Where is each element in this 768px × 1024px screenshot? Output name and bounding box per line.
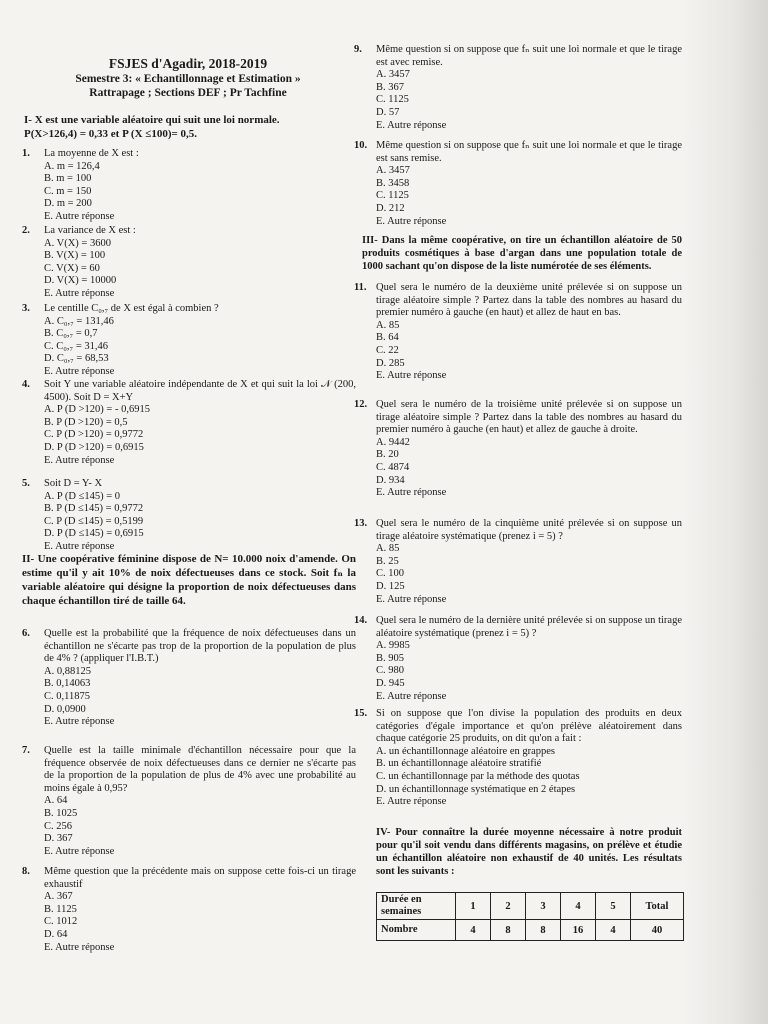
option: B. P (D >120) = 0,5 (44, 416, 128, 428)
question-4 (22, 379, 356, 467)
question-stem: Quel sera le numéro de la dernière unité prélevée si on suppose un tirage aléatoire systématique (prenez i = 5) ? (376, 615, 682, 639)
exam-header (38, 56, 338, 100)
option: C. C₀,₇ = 31,46 (44, 340, 108, 352)
question-number: 5. (22, 478, 30, 489)
table-row (377, 893, 684, 920)
option: B. 1025 (44, 807, 78, 819)
question-8 (22, 866, 356, 954)
question-12 (354, 399, 682, 500)
option: E. Autre réponse (376, 370, 447, 382)
question-7 (22, 745, 356, 858)
option: A. 9442 (376, 436, 410, 448)
question-stem: Quel sera le numéro de la troisième unité prélevée si on suppose un tirage aléatoire simple ? Partez dans la table des nombres au hasard du premier numéro à gauche (en haut) et allez de gauche à droite. (376, 399, 682, 436)
question-number: 2. (22, 225, 30, 236)
option: C. 22 (376, 344, 399, 356)
option: B. 0,14063 (44, 678, 91, 690)
table-cell-total-value: 40 (631, 920, 684, 941)
option: C. m = 150 (44, 185, 92, 197)
question-number: 1. (22, 148, 30, 159)
table-row-header: Durée en semaines (377, 893, 456, 920)
section-3-statement: III- Dans la même coopérative, on tire un échantillon aléatoire de 50 produits cosmétiques à base d'argan dans une population totale de 1000 sachant qu'on dispose de la liste numérotée de ses éléments. (362, 235, 682, 272)
question-number: 15. (354, 708, 368, 719)
question-1 (22, 148, 356, 224)
exam-session: Rattrapage ; Sections DEF ; Pr Tachfine (89, 87, 287, 99)
option: A. 367 (44, 891, 73, 903)
option: D. 125 (376, 580, 405, 592)
question-6 (22, 628, 356, 729)
question-stem: Quelle est la taille minimale d'échantillon nécessaire pour que la fréquence observée de noix défectueuses dans ce dernier ne s'écarte pas de la proportion de la population de plus de 4% avec une probabilité au moins égale à 0,95? (44, 745, 356, 794)
option: C. P (D ≤145) = 0,5199 (44, 515, 144, 527)
option: A. V(X) = 3600 (44, 237, 111, 249)
table-cell: 8 (526, 920, 561, 941)
section-1-line-2: P(X>126,4) = 0,33 et P (X ≤100)= 0,5. (24, 128, 198, 140)
option: A. 3457 (376, 69, 410, 81)
table-cell: 2 (491, 893, 526, 920)
table-cell: 4 (561, 893, 596, 920)
option: A. 0,88125 (44, 665, 91, 677)
question-stem: Le centille C₀,₇ de X est égal à combien ? (44, 303, 219, 314)
option: E. Autre réponse (376, 690, 447, 702)
option: B. 1125 (44, 903, 77, 915)
exam-title: FSJES d'Agadir, 2018-2019 (108, 56, 268, 71)
option: C. 100 (376, 568, 405, 580)
table-cell: 4 (456, 920, 491, 941)
option: E. Autre réponse (376, 119, 447, 131)
option: E. Autre réponse (376, 796, 447, 808)
table-cell: 8 (491, 920, 526, 941)
option: B. 905 (376, 652, 405, 664)
option: A. P (D ≤145) = 0 (44, 490, 121, 502)
question-number: 3. (22, 303, 30, 314)
question-5 (22, 478, 356, 554)
option: D. V(X) = 10000 (44, 275, 117, 287)
table-cell: 3 (526, 893, 561, 920)
option: E. Autre réponse (376, 593, 447, 605)
option: B. P (D ≤145) = 0,9772 (44, 503, 144, 515)
question-stem: Soit Y une variable aléatoire indépendante de X et qui suit la loi 𝒩 (200, 4500). Soit D = X+Y (44, 379, 356, 403)
option: E. Autre réponse (376, 215, 447, 227)
question-stem: Quel sera le numéro de la cinquième unité prélevée si on suppose un tirage aléatoire systématique (prenez i = 5) ? (376, 518, 682, 542)
table-row-header: Nombre (377, 920, 456, 941)
section-1-line-1: I- X est une variable aléatoire qui suit une loi normale. (24, 114, 280, 126)
option: A. C₀,₇ = 131,46 (44, 315, 114, 327)
question-10 (354, 140, 682, 228)
table-cell: 4 (596, 920, 631, 941)
section-2-statement: II- Une coopérative féminine dispose de N= 10.000 noix d'amende. On estime qu'il y ait 10% de noix défectueuses dans ce stock. Soit fₙ la variable aléatoire qui désigne la proportion de noix défectueuses dans chaque échantillon tiré de taille 64. (22, 553, 356, 607)
option: E. Autre réponse (44, 365, 115, 377)
question-number: 10. (354, 140, 368, 151)
option: E. Autre réponse (44, 540, 115, 552)
option: B. 20 (376, 449, 399, 461)
question-13 (354, 518, 682, 606)
option: B. 64 (376, 332, 399, 344)
option: B. C₀,₇ = 0,7 (44, 328, 98, 340)
option: D. P (D ≤145) = 0,6915 (44, 528, 144, 540)
option: E. Autre réponse (44, 454, 115, 466)
option: D. 0,0900 (44, 703, 86, 715)
option: C. 4874 (376, 461, 410, 473)
option: A. 85 (376, 543, 400, 555)
question-14 (354, 615, 682, 703)
option: C. 256 (44, 820, 73, 832)
option: A. 64 (44, 795, 68, 807)
option: D. 212 (376, 202, 405, 214)
option: C. V(X) = 60 (44, 262, 100, 274)
option: C. 1125 (376, 190, 409, 202)
table-cell-total-label: Total (631, 893, 684, 920)
table-row (377, 920, 684, 941)
option: E. Autre réponse (44, 845, 115, 857)
question-2 (22, 225, 356, 301)
option: A. 9985 (376, 640, 410, 652)
option: C. 1125 (376, 94, 409, 106)
option: C. 1012 (44, 916, 78, 928)
option: D. 367 (44, 833, 73, 845)
option: B. 367 (376, 81, 405, 93)
question-number: 14. (354, 615, 368, 626)
option: E. Autre réponse (376, 487, 447, 499)
question-stem: Même question que la précédente mais on suppose cette fois-ci un tirage exhaustif (44, 866, 356, 890)
question-number: 9. (354, 44, 362, 55)
option: B. 3458 (376, 177, 410, 189)
option: A. 85 (376, 319, 400, 331)
section-1-statement (24, 113, 354, 141)
question-number: 4. (22, 379, 30, 390)
option: D. 945 (376, 677, 405, 689)
question-number: 11. (354, 282, 367, 293)
question-11 (354, 282, 682, 383)
duration-table (376, 892, 684, 941)
option: B. m = 100 (44, 173, 92, 185)
option: E. Autre réponse (44, 210, 115, 222)
table-cell: 1 (456, 893, 491, 920)
option: A. P (D >120) = - 0,6915 (44, 404, 150, 416)
option: D. 57 (376, 106, 400, 118)
table-cell: 5 (596, 893, 631, 920)
question-stem: La variance de X est : (44, 225, 136, 236)
question-stem: La moyenne de X est : (44, 148, 139, 159)
question-stem: Soit D = Y- X (44, 478, 103, 489)
exam-subtitle: Semestre 3: « Echantillonnage et Estimation » (75, 73, 301, 85)
question-9 (354, 44, 682, 132)
section-4-statement: IV- Pour connaître la durée moyenne nécessaire à notre produit pour qu'il soit vendu dans différents magasins, on prélève et étudie un échantillon aléatoire non exhaustif de 40 unités. Les résultats sont les suivants : (376, 827, 682, 877)
question-3 (22, 303, 356, 379)
question-number: 12. (354, 399, 368, 410)
option: B. V(X) = 100 (44, 250, 106, 262)
page-edge-shadow (682, 0, 768, 1024)
option: D. C₀,₇ = 68,53 (44, 353, 109, 365)
option: C. 0,11875 (44, 690, 90, 702)
option: A. m = 126,4 (44, 160, 100, 172)
option: E. Autre réponse (44, 716, 115, 728)
question-stem: Quel sera le numéro de la deuxième unité prélevée si on suppose un tirage aléatoire simple ? Partez dans la table des nombres au hasard du premier numéro à gauche (en haut) et allez de haut en bas. (376, 282, 682, 319)
question-stem: Quelle est la probabilité que la fréquence de noix défectueuses dans un échantillon ne s'écarte pas trop de la proportion de la population de plus de 4% ? (appliquer l'I.B.T.) (44, 628, 356, 665)
option: D. un échantillonnage systématique en 2 étapes (376, 783, 576, 795)
option: D. 285 (376, 357, 405, 369)
option: C. un échantillonnage par la méthode des quotas (376, 770, 580, 782)
option: E. Autre réponse (44, 287, 115, 299)
question-stem: Si on suppose que l'on divise la population des produits en deux catégories d'égale importance et qu'on prélève aléatoirement dans chaque catégorie 25 produits, on dit qu'on a fait : (376, 708, 682, 745)
question-number: 13. (354, 518, 368, 529)
option: D. 64 (44, 928, 68, 940)
question-number: 6. (22, 628, 30, 639)
question-15 (354, 708, 682, 809)
question-stem: Même question si on suppose que fₙ suit une loi normale et que le tirage est sans remise. (376, 140, 682, 164)
option: E. Autre réponse (44, 941, 115, 953)
option: C. P (D >120) = 0,9772 (44, 429, 144, 441)
option: B. un échantillonnage aléatoire stratifié (376, 758, 542, 770)
question-stem: Même question si on suppose que fₙ suit une loi normale et que le tirage est avec remise. (376, 44, 682, 68)
option: D. m = 200 (44, 198, 92, 210)
table-cell: 16 (561, 920, 596, 941)
question-number: 7. (22, 745, 30, 756)
option: B. 25 (376, 555, 399, 567)
option: A. 3457 (376, 165, 410, 177)
option: D. P (D >120) = 0,6915 (44, 441, 144, 453)
option: A. un échantillonnage aléatoire en grappes (376, 745, 556, 757)
option: D. 934 (376, 474, 405, 486)
question-number: 8. (22, 866, 30, 877)
option: C. 980 (376, 665, 405, 677)
